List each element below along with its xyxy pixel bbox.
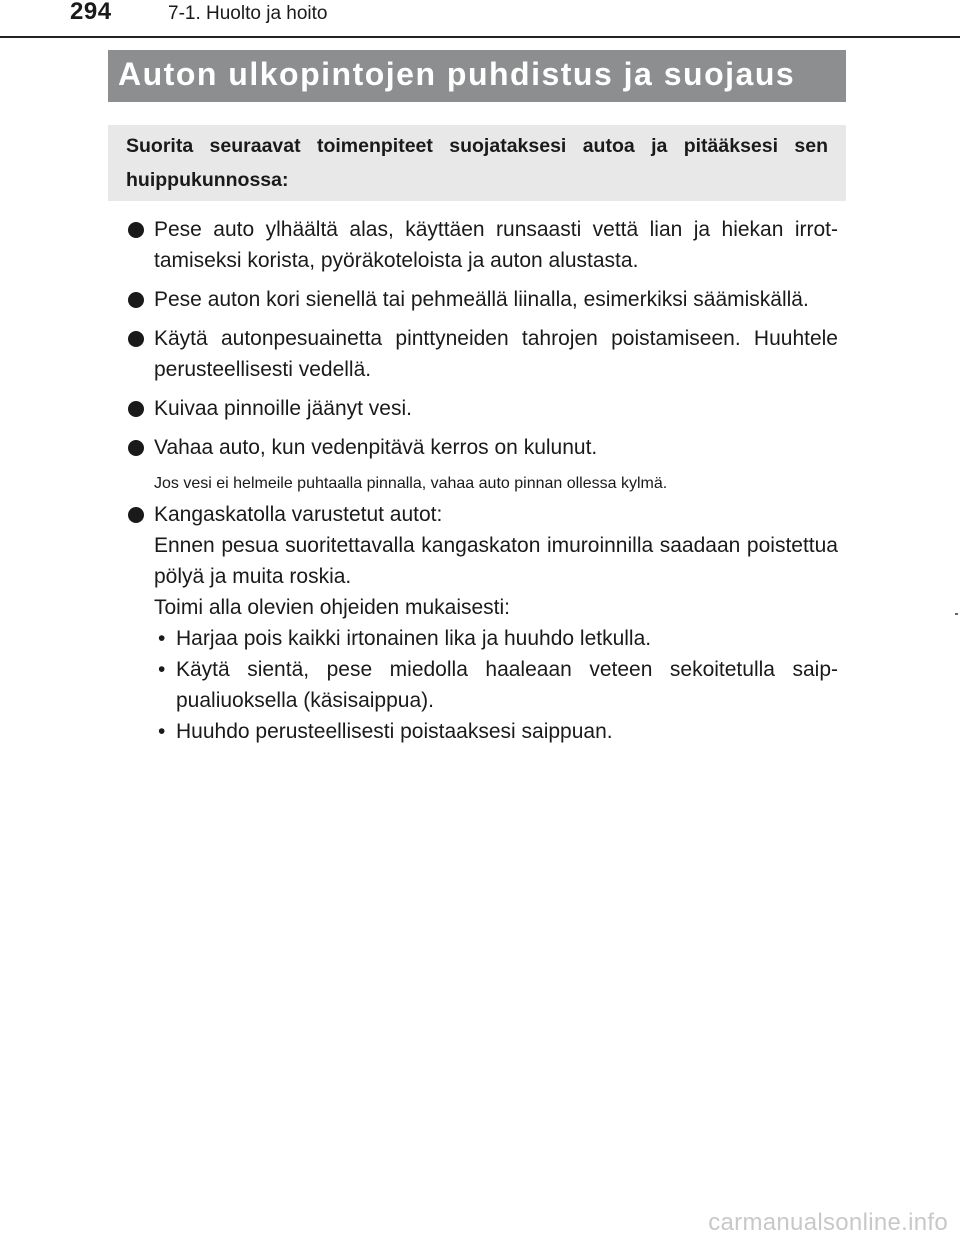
edge-mark xyxy=(955,613,958,615)
sub-step xyxy=(128,654,838,716)
bullet-text: Käytä autonpesuainetta pinttyneiden tahrojen poistamiseen. Huuhtele perusteellisesti vedellä. xyxy=(154,327,838,381)
bullet-item xyxy=(128,432,838,463)
bullet-item xyxy=(128,393,838,424)
bullet-item xyxy=(128,323,838,385)
bullet-dot-icon xyxy=(128,222,144,238)
small-bullet-icon: • xyxy=(158,720,166,743)
intro-text: Suorita seuraavat toimenpiteet suojataksesi autoa ja pitääksesi sen huippukunnossa: xyxy=(126,135,828,191)
bullet-text: Kuivaa pinnoille jäänyt vesi. xyxy=(154,397,412,420)
sub-step-text: Käytä sientä, pese miedolla haaleaan veteen sekoitetulla saippualiuoksella (käsisaippua). xyxy=(176,658,838,712)
sub-step-text: Huuhdo perusteellisesti poistaaksesi saippuan. xyxy=(176,720,613,743)
bullet-item-fabric-roof xyxy=(128,499,838,530)
bullet-text: Pese auton kori sienellä tai pehmeällä liinalla, esimerkiksi säämiskällä. xyxy=(154,288,809,311)
title-bar xyxy=(108,50,846,102)
page-number: 294 xyxy=(70,0,112,25)
instructions-label: Toimi alla olevien ohjeiden mukaisesti: xyxy=(154,596,511,619)
bullet-text: Pese auto ylhäältä alas, käyttäen runsaasti vettä lian ja hiekan irrottamiseksi korista, pyöräkoteloista ja auton alustasta. xyxy=(154,218,838,272)
fabric-roof-heading: Kangaskatolla varustetut autot: xyxy=(154,503,443,526)
sub-step-text: Harjaa pois kaikki irtonainen lika ja huuhdo letkulla. xyxy=(176,627,652,650)
fabric-roof-paragraph: Ennen pesua suoritettavalla kangaskaton imuroinnilla saadaan poistettua pölyä ja muita roskia. xyxy=(154,534,838,588)
sub-step xyxy=(128,716,838,747)
bullet-text: Vahaa auto, kun vedenpitävä kerros on kulunut. xyxy=(154,436,598,459)
small-bullet-icon: • xyxy=(158,627,166,650)
header-rule xyxy=(0,36,960,38)
section-label: 7-1. Huolto ja hoito xyxy=(168,3,328,24)
main-content xyxy=(128,214,838,747)
bullet-item xyxy=(128,284,838,315)
bullet-dot-icon xyxy=(128,440,144,456)
watermark: carmanualsonline.info xyxy=(708,1209,948,1236)
wax-note: Jos vesi ei helmeile puhtaalla pinnalla, vahaa auto pinnan ollessa kylmä. xyxy=(154,475,668,492)
bullet-dot-icon xyxy=(128,331,144,347)
bullet-dot-icon xyxy=(128,401,144,417)
bullet-item xyxy=(128,214,838,276)
small-bullet-icon: • xyxy=(158,658,166,681)
intro-box xyxy=(108,125,846,201)
sub-step xyxy=(128,623,838,654)
page-title: Auton ulkopintojen puhdistus ja suojaus xyxy=(118,56,796,92)
bullet-dot-icon xyxy=(128,292,144,308)
bullet-dot-icon xyxy=(128,507,144,523)
